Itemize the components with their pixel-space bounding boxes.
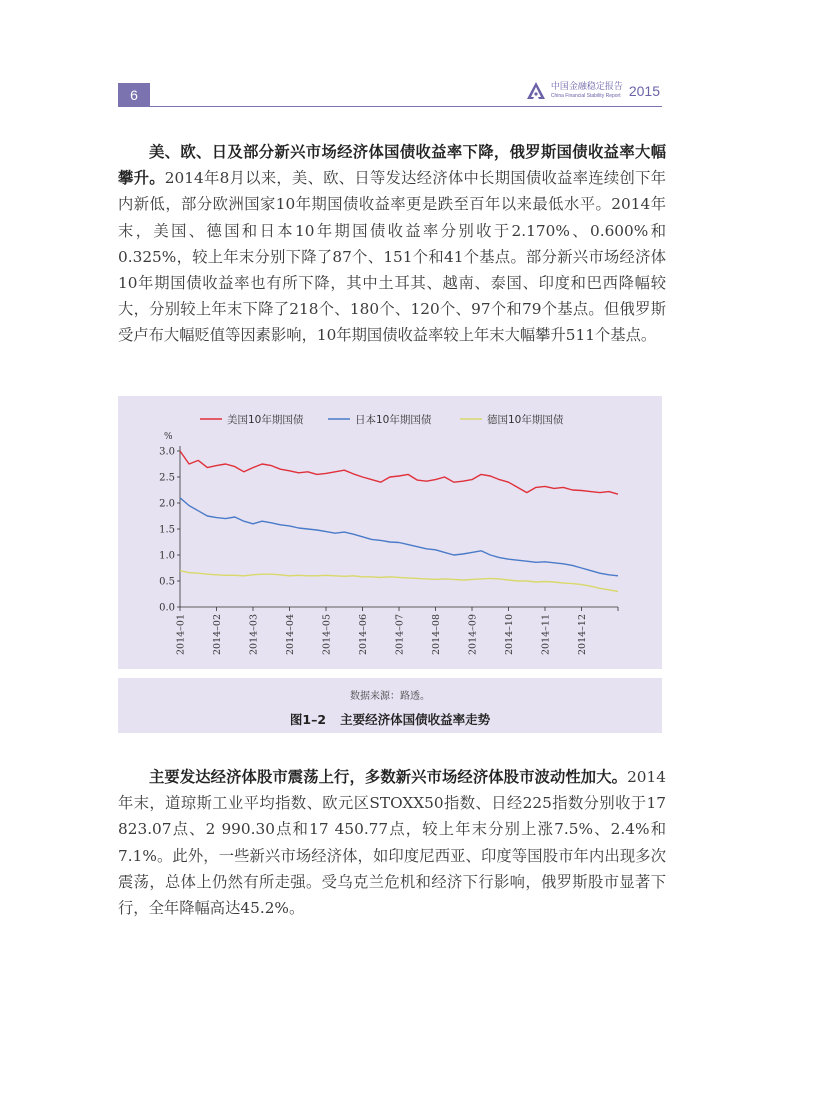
x-tick-label: 2014–05 — [321, 614, 333, 656]
paragraph-stock-markets — [118, 764, 666, 921]
x-tick-label: 2014–01 — [175, 614, 187, 656]
paragraph-lead: 主要发达经济体股市震荡上行，多数新兴市场经济体股市波动性加大。 — [149, 768, 628, 786]
legend-label: 日本10年期国债 — [355, 414, 432, 426]
paragraph-body: 2014年8月以来，美、欧、日等发达经济体中长期国债收益率连续创下年内新低，部分欧洲国家10年期国债收益率更是跌至百年以来最低水平。2014年末，美国、德国和日本10年期国债收益率分别收于2.170%、0.600%和0.325%，较上年末分别下降了87个、151个和41个基点。部分新兴市场经济体10年期国债收益率也有所下降，其中土耳其、越南、泰国、印度和巴西降幅较大，分别较上年末下降了218个、180个、120个、97个和79个基点。但俄罗斯受卢布大幅贬值等因素影响，10年期国债收益率较上年末大幅攀升511个基点。 — [118, 169, 666, 345]
y-tick-label: 2.0 — [159, 498, 175, 510]
report-logo-icon — [525, 81, 547, 101]
figure-caption — [118, 678, 662, 733]
paragraph-body: 2014年末，道琼斯工业平均指数、欧元区STOXX50指数、日经225指数分别收于17 823.07点、2 990.30点和17 450.77点，较上年末分别上涨7.5%、2.4%和7.1%。此外，一些新兴市场经济体，如印度尼西亚、印度等国股市年内出现多次震荡，总体上仍然有所走强。受乌克兰危机和经济下行影响，俄罗斯股市显著下行，全年降幅高达45.2%。 — [118, 768, 666, 918]
x-tick-label: 2014–04 — [285, 614, 296, 656]
x-tick-label: 2014–07 — [394, 614, 406, 656]
data-source: 数据来源：路透。 — [350, 691, 430, 702]
x-tick-label: 2014–10 — [504, 614, 515, 656]
x-tick-label: 2014–12 — [577, 614, 588, 656]
y-axis-unit: % — [164, 432, 173, 442]
page-number: 6 — [118, 83, 150, 107]
y-tick-label: 1.5 — [159, 524, 175, 536]
legend-label: 德国10年期国债 — [487, 414, 564, 426]
report-title-en: China Financial Stability Report — [550, 93, 621, 99]
paragraph-lead: 美、欧、日及部分新兴市场经济体国债收益率下降，俄罗斯国债收益率大幅攀升。 — [118, 143, 666, 188]
figure-title-text: 主要经济体国债收益率走势 — [340, 712, 491, 727]
report-brand — [525, 81, 660, 101]
x-tick-label: 2014–06 — [358, 614, 369, 656]
series-line — [180, 571, 618, 592]
report-year: 2015 — [628, 83, 660, 99]
y-tick-label: 1.0 — [159, 550, 175, 562]
bond-yield-chart — [118, 396, 662, 669]
y-tick-label: 2.5 — [159, 472, 175, 484]
x-tick-label: 2014–08 — [431, 614, 442, 656]
x-tick-label: 2014–11 — [540, 614, 552, 656]
figure-number: 图1–2 — [289, 712, 327, 727]
figure-chart-area — [118, 396, 662, 669]
paragraph-bond-yields — [118, 139, 666, 349]
series-line — [180, 451, 618, 494]
legend-label: 美国10年期国债 — [227, 414, 304, 426]
report-title-cn: 中国金融稳定报告 — [550, 82, 623, 92]
header-rule — [150, 106, 662, 107]
y-tick-label: 0.0 — [159, 602, 175, 614]
figure-title — [118, 710, 662, 728]
x-tick-label: 2014–09 — [467, 614, 479, 656]
x-tick-label: 2014–03 — [248, 614, 260, 656]
y-tick-label: 3.0 — [159, 446, 175, 458]
x-tick-label: 2014–02 — [212, 614, 223, 656]
series-line — [180, 498, 618, 576]
y-tick-label: 0.5 — [159, 576, 175, 588]
